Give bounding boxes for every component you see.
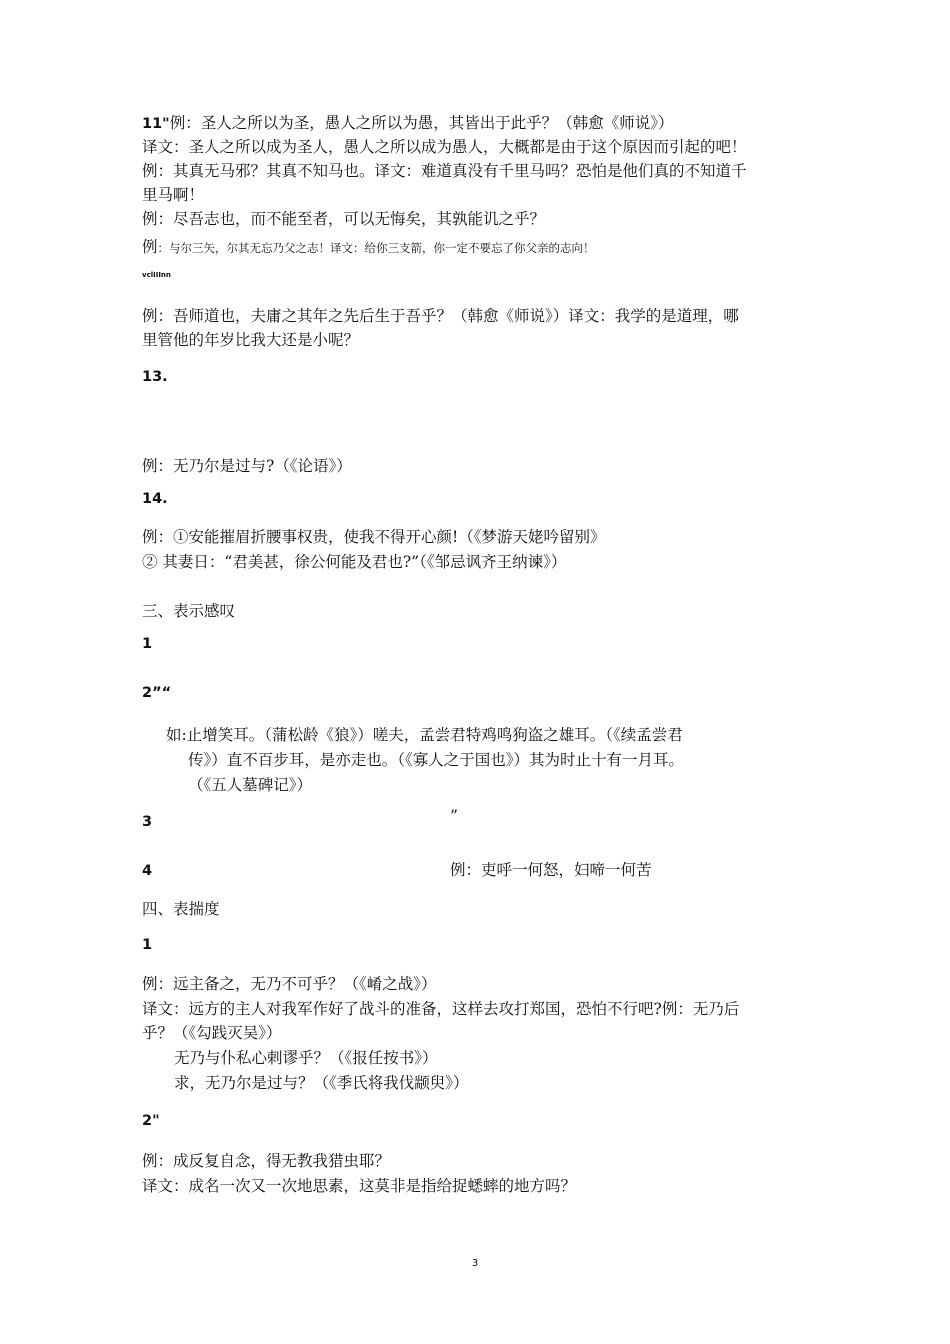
line-conj-7: 译文：成名一次又一次地思素，这莫非是指给捉蟋蟀的地方吗？ (142, 1177, 577, 1195)
line-exclaim-3: （《五人墓碑记》） (188, 776, 313, 794)
sub-number-4-1: 1 (142, 937, 153, 953)
page-number: 3 (471, 1258, 479, 1269)
line-conj-2: 译文：远方的主人对我军作好了战斗的准备，这样去攻打郑国，恐怕不行吧?例：无乃后 (142, 1000, 740, 1018)
line-example-5: 例：吾师道也，夫庸之其年之先后生于吾乎？（韩愈《师说》）译文：我学的是道理，哪 (142, 307, 739, 325)
line-conj-1: 例：远主备之，无乃不可乎？（《崤之战》） (142, 975, 437, 993)
sub-number-2: 2”“ (142, 685, 172, 701)
artifact-text: vclIIInn (142, 271, 171, 279)
sub-number-4-2: 2" (142, 1113, 160, 1129)
line-text: 例：圣人之所以为圣，愚人之所以为愚，其皆出于此乎？（韩愈《师说》） (169, 114, 674, 132)
heading-14: 14. (142, 491, 168, 507)
quote-mark: ” (450, 807, 458, 825)
line-exclaim-4: 例：吏呼一何怒，妇啼一何苦 (450, 861, 652, 879)
item-number: 11" (142, 116, 170, 132)
line-example-14b: ② 其妻日：“君美甚，徐公何能及君也?”（《邹忌讽齐王纳谏》） (142, 553, 567, 571)
example-lead: 例 (142, 238, 158, 256)
line-example-3: 例：尽吾志也，而不能至者，可以无悔矣，其孰能讥之乎？ (142, 210, 546, 228)
line-conj-5: 求，无乃尔是过与？（《季氏将我伐颛臾》） (174, 1074, 469, 1092)
section-heading-3: 三、表示感叹 (142, 602, 236, 620)
line-translation-1: 译文：圣人之所以成为圣人，愚人之所以成为愚人，大概都是由于这个原因而引起的吧！ (142, 138, 747, 156)
line-example-5-cont: 里管他的年岁比我大还是小呢？ (142, 331, 360, 349)
heading-13: 13. (142, 369, 168, 385)
line-example-13: 例：无乃尔是过与?（《论语》） (142, 457, 352, 475)
sub-number-4: 4 (142, 863, 153, 879)
line-conj-4: 无乃与仆私心剌谬乎？（《报任按书》） (174, 1049, 438, 1067)
example-text-small: ：与尔三矢，尔其无忘乃父之志！译文：给你三支箭，你一定不要忘了你父亲的志向！ (157, 241, 595, 255)
line-example-2: 例：其真无马邪？其真不知马也。译文：难道真没有千里马吗？恐怕是他们真的不知道千 (142, 162, 747, 180)
line-example-14a: 例：①安能摧眉折腰事权贵，使我不得开心颜!（《梦游天姥吟留别》 (142, 528, 606, 546)
line-conj-6: 例：成反复自念，得无教我猎虫耶？ (142, 1152, 391, 1170)
line-11 (142, 112, 674, 135)
section-heading-4: 四、表揣度 (142, 900, 220, 918)
line-conj-3: 乎？（《勾践灭吴》） (142, 1024, 282, 1042)
sub-number-1: 1 (142, 636, 153, 652)
line-example-2-cont: 里马啊！ (142, 186, 205, 204)
line-exclaim-2: 传》）直不百步耳，是亦走也。（《寡人之于国也》）其为时止十有一月耳。 (188, 751, 685, 769)
line-exclaim-1: 如:止增笑耳。（蒲松龄《狼》）嗟夫，孟尝君特鸡鸣狗盗之雄耳。（《续孟尝君 (166, 726, 683, 744)
sub-number-3: 3 (142, 814, 153, 830)
line-example-4 (142, 236, 595, 259)
